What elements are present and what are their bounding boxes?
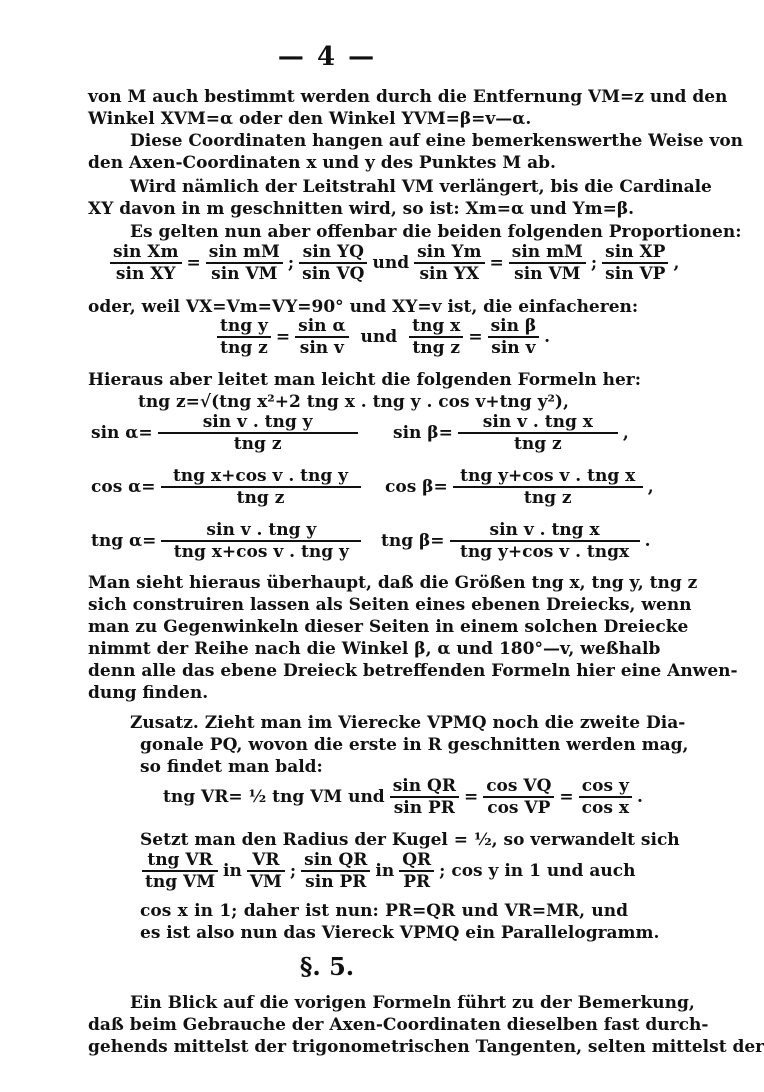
text-line: Setzt man den Radius der Kugel = ½, so verwandelt sich [140,830,680,850]
text-line: sich construiren lassen als Seiten eines ebenen Dreiecks, wenn [88,595,692,615]
fraction: $\frac{\text{sin mM}}{\text{sin VM}}$ [509,242,586,284]
text-line: Es gelten nun aber offenbar die beiden folgenden Proportionen: [130,222,742,242]
text-line: denn alle das ebene Dreieck betreffenden Formeln hier eine Anwen- [88,661,738,681]
formula-tng-beta: tng β= $\frac{\text{sin v . tng x}}{\text{tng y+cos v . tngx}}$ . [381,520,651,562]
fraction: $\frac{QR}{PR}$ [399,850,434,892]
text-line: von M auch bestimmt werden durch die Entfernung VM=z und den [88,87,728,107]
text-line: Man sieht hieraus überhaupt, daß die Größen tng x, tng y, tng z [88,573,698,593]
fraction: $\frac{\text{sin α}}{\text{sin v}}$ [295,316,348,358]
formula-sin-beta: sin β= $\frac{\text{sin v . tng x}}{\text{tng z}}$ , [393,412,629,454]
fraction: $\frac{\text{sin QR}}{\text{sin PR}}$ [301,850,370,892]
text-line: XY davon in m geschnitten wird, so ist: Xm=α und Ym=β. [88,199,635,219]
fraction: $\frac{\text{sin Ym}}{\text{sin YX}}$ [414,242,484,284]
formula-cos-beta: cos β= $\frac{\text{tng y+cos v . tng x}}{\text{tng z}}$ , [385,466,654,508]
text-line: Zusatz. Zieht man im Vierecke VPMQ noch die zweite Dia- [130,713,686,733]
fraction: $\frac{\text{cos VQ}}{\text{cos VP}}$ [483,776,554,818]
text-line: Winkel XVM=α oder den Winkel YVM=β=v—α. [88,109,532,129]
text-line: gehends mittelst der trigonometrischen Tangenten, selten mittelst der [88,1037,764,1057]
fraction: $\frac{VR}{VM}$ [247,850,285,892]
text-line: dung finden. [88,683,209,703]
text-line: Ein Blick auf die vorigen Formeln führt zu der Bemerkung, [130,993,695,1013]
fraction: $\frac{\text{tng y}}{\text{tng z}}$ [217,316,271,358]
fraction: $\frac{\text{sin v . tng x}}{\text{tng y+cos v . tngx}}$ [450,520,640,562]
formula-tng-vr: tng VR= ½ tng VM und $\frac{\text{sin QR}}{\text{sin PR}}$ = $\frac{\text{cos VQ}}{\text{cos VP}}$ = $\frac{\text{cos y}}{\text{cos x}}$ . [163,776,643,818]
text-line: cos x in 1; daher ist nun: PR=QR und VR=MR, und [140,901,628,921]
fraction: $\frac{\text{sin v . tng x}}{\text{tng z}}$ [458,412,618,454]
formula-cos-alpha: cos α= $\frac{\text{tng x+cos v . tng y}}{\text{tng z}}$ [88,466,363,508]
text-line: man zu Gegenwinkeln dieser Seiten in einem solchen Dreiecke [88,617,689,637]
section-heading: §. 5. [299,952,355,981]
fraction: $\frac{\text{sin v . tng y}}{\text{tng z}}$ [158,412,358,454]
formula-sin-alpha: sin α= $\frac{\text{sin v . tng y}}{\text{tng z}}$ [88,412,360,454]
fraction: $\frac{\text{tng VR}}{\text{tng VM}}$ [142,850,218,892]
formula-tng-z: tng z=√(tng x²+2 tng x . tng y . cos v+tng y²), [138,392,569,412]
text-line: Hieraus aber leitet man leicht die folgenden Formeln her: [88,370,642,390]
fraction: $\frac{\text{cos y}}{\text{cos x}}$ [579,776,632,818]
formula-tng-alpha: tng α= $\frac{\text{sin v . tng y}}{\text{tng x+cos v . tng y}}$ [88,520,363,562]
text-line: Diese Coordinaten hangen auf eine bemerkenswerthe Weise von [130,131,744,151]
fraction: $\frac{\text{sin XP}}{\text{sin VP}}$ [602,242,668,284]
fraction: $\frac{\text{tng y+cos v . tng x}}{\text{tng z}}$ [453,466,643,508]
fraction: $\frac{\text{sin mM}}{\text{sin VM}}$ [206,242,283,284]
text-line: daß beim Gebrauche der Axen-Coordinaten dieselben fast durch- [88,1015,709,1035]
text-line: gonale PQ, wovon die erste in R geschnitten werden mag, [140,735,689,755]
fraction: $\frac{\text{sin QR}}{\text{sin PR}}$ [390,776,459,818]
fraction: $\frac{\text{sin v . tng y}}{\text{tng x+cos v . tng y}}$ [161,520,361,562]
formula-simple: $\frac{\text{tng y}}{\text{tng z}}$ = $\frac{\text{sin α}}{\text{sin v}}$ und $\frac{\text{tng x}}{\text{tng z}}$ = $\frac{\text{sin β}}{\text{sin v}}$ . [215,316,553,358]
text-line: es ist also nun das Viereck VPMQ ein Parallelogramm. [140,923,660,943]
fraction: $\frac{\text{sin YQ}}{\text{sin VQ}}$ [299,242,367,284]
text-line: Wird nämlich der Leitstrahl VM verlängert, bis die Cardinale [130,177,712,197]
formula-transform: $\frac{\text{tng VR}}{\text{tng VM}}$ in $\frac{VR}{VM}$ ; $\frac{\text{sin QR}}{\text{sin PR}}$ in $\frac{QR}{PR}$ ; cos y in 1 und auch [140,850,638,892]
fraction: $\frac{\text{sin β}}{\text{sin v}}$ [488,316,540,358]
text-line: oder, weil VX=Vm=VY=90° und XY=v ist, die einfacheren: [88,297,639,317]
page-number: — 4 — [277,42,377,72]
text-line: den Axen-Coordinaten x und y des Punktes M ab. [88,153,556,173]
text-line: so findet man bald: [140,757,323,777]
fraction: $\frac{\text{tng x+cos v . tng y}}{\text{tng z}}$ [161,466,361,508]
fraction: $\frac{\text{tng x}}{\text{tng z}}$ [409,316,463,358]
text-line: nimmt der Reihe nach die Winkel β, α und 180°—v, weßhalb [88,639,661,659]
fraction: $\frac{\text{sin Xm}}{\text{sin XY}}$ [110,242,182,284]
formula-proportions: $\frac{\text{sin Xm}}{\text{sin XY}}$ = $\frac{\text{sin mM}}{\text{sin VM}}$ ; $\frac{\text{sin YQ}}{\text{sin VQ}}$ und $\frac{\text{sin Ym}}{\text{sin YX}}$ = $\frac{\text{sin mM}}{\text{sin VM}}$ ; $\frac{\text{sin XP}}{\text{sin VP}}$ , [108,242,682,284]
